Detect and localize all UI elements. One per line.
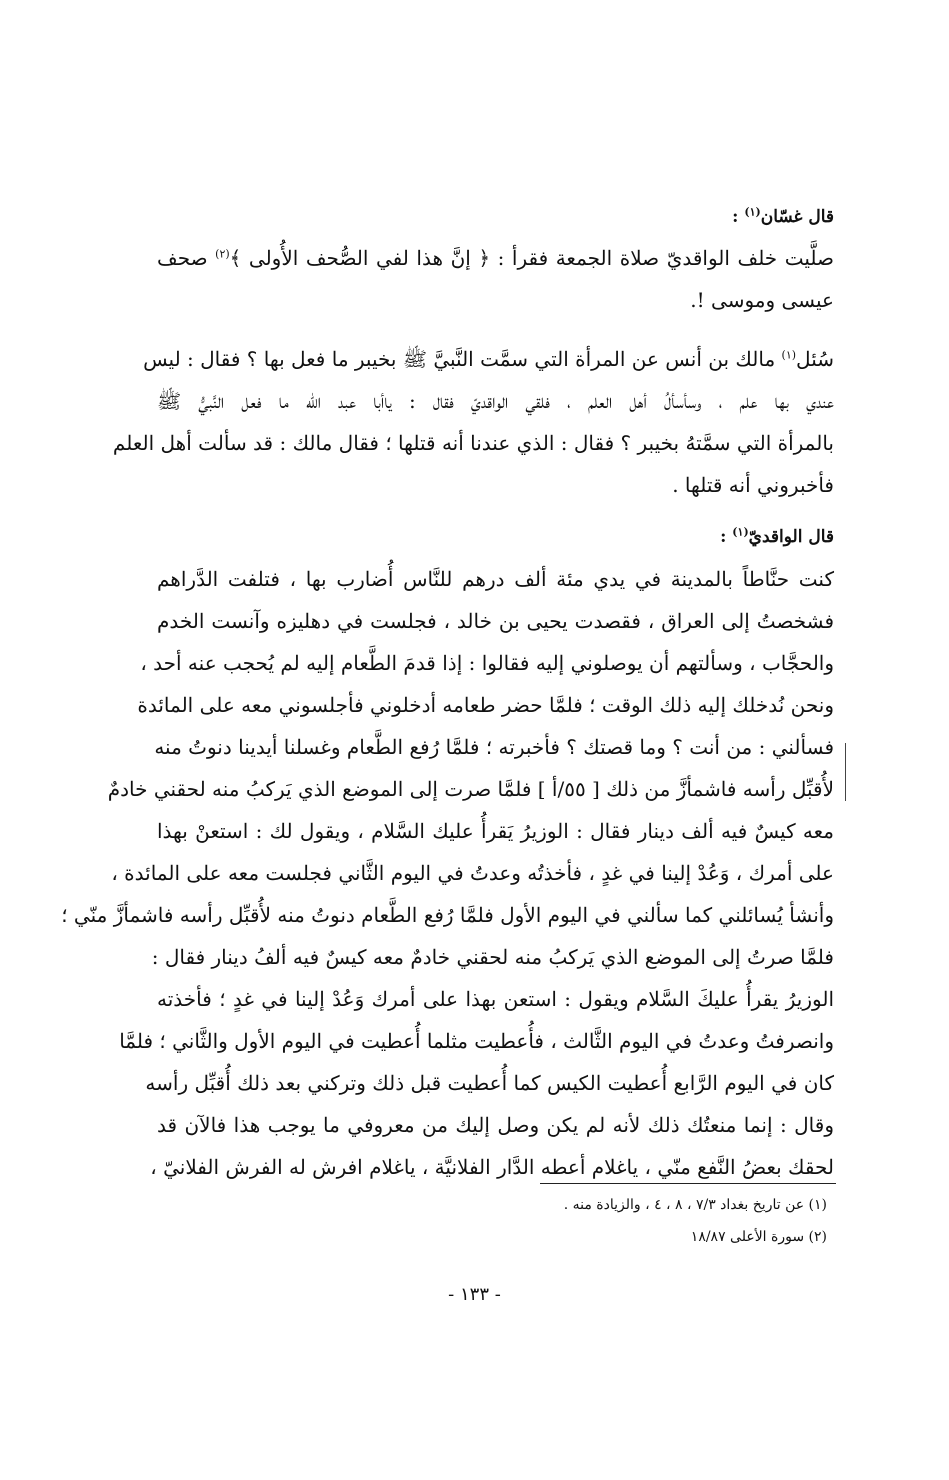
- text-line: وانصرفتُ وعدتُ في اليوم الثَّالث ، فأُعطيت مثلما أُعطيت في اليوم الأول والثَّاني ؛ فلمَّا: [119, 1029, 834, 1053]
- page-number: - ١٣٣ -: [448, 1284, 501, 1305]
- text-line: فأخبروني أنه قتلها .: [672, 473, 834, 497]
- paragraph: [157, 237, 834, 321]
- heading-text: قال الواقديّ: [748, 527, 834, 547]
- line-text: سُئل: [796, 347, 834, 371]
- text-line: فلمَّا صرتُ إلى الموضع الذي يَركبُ منه لحقني خادمٌ معه كيسٌ فيه ألفُ دينار فقال :: [151, 945, 834, 969]
- section-heading: [157, 205, 834, 229]
- line-text: صحف: [157, 246, 216, 270]
- paragraph: [61, 558, 834, 1188]
- text-line: [143, 338, 834, 380]
- paragraph: [112, 338, 834, 506]
- line-text: صلَّيت خلف الواقديّ صلاة الجمعة فقرأ : ﴿ إنَّ هذا لفي الصُّحف الأُولى ﴾: [229, 246, 834, 270]
- text-line: وقال : إنما منعتُك ذلك لأنه لم يكن وصل إليك من معروفي ما يوجب هذا فالآن قد: [157, 1113, 834, 1137]
- text-line: كنت حنَّاطاً بالمدينة في يدي مئة ألف درهم للنَّاس أُضارب بها ، فتلفت الدَّراهم: [157, 567, 834, 591]
- heading-text: قال غسّان: [760, 207, 834, 227]
- text-line: فشخصتُ إلى العراق ، فقصدت يحيى بن خالد ، فجلست في دهليزه وآنست الخدم: [157, 609, 834, 633]
- footnote-ref: (٢): [215, 247, 230, 261]
- footnote-divider: [540, 1183, 836, 1184]
- text-line: لأُقبِّل رأسه فاشمأزَّ من ذلك [ ٥٥/أ ] فلمَّا صرت إلى الموضع الذي يَركبُ منه لحقني خادمٌ: [107, 777, 834, 801]
- footnote-ref: (١): [744, 205, 761, 219]
- text-line: لحقك بعضُ النَّفع منّي ، ياغلام أعطه الدَّار الفلانيَّة ، ياغلام افرش له الفرش الفلانيّ ،: [150, 1155, 834, 1179]
- text-line: كان في اليوم الرَّابع أُعطيت الكيس كما أُعطيت قبل ذلك وتركني بعد ذلك أُقبِّل رأسه: [145, 1071, 834, 1095]
- text-line: والحجَّاب ، وسألتهم أن يوصلوني إليه فقالوا : إذا قدمَ الطَّعام إليه لم يُحجب عنه أحد ،: [140, 651, 834, 675]
- text-line: عيسى وموسى !.: [690, 288, 834, 312]
- text-line: فسألني : من أنت ؟ وما قصتك ؟ فأخبرته ؛ فلمَّا رُفع الطَّعام وغسلنا أيدينا دنوتُ منه: [154, 735, 834, 759]
- text-line: بالمرأة التي سمَّتهُ بخيبر ؟ فقال : الذي عندنا أنه قتلها ؛ فقال مالك : قد سألت أهل العلم: [112, 431, 834, 455]
- text-line: الوزيرُ يقرأُ عليكَ السَّلام ويقول : استعن بهذا على أمرك وَعُدْ إلينا في غدٍ ؛ فأخذته: [157, 987, 834, 1011]
- footnote: (٢) سورة الأعلى ١٨/٨٧: [690, 1229, 827, 1245]
- heading-colon: :: [732, 207, 745, 227]
- text-line: عندي بها علم ، وسأسألُ أهل العلم ، فلقي الواقديّ فقال : ياأبا عبد الله ما فعل النَّبيُّ ﷺ: [157, 389, 834, 413]
- footnote-ref: (١): [781, 348, 797, 362]
- section-heading: [157, 525, 834, 549]
- text-line: على أمرك ، وَعُدْ إلينا في غدٍ ، فأخذتُه وعدتُ في اليوم الثَّاني فجلست معه على المائدة ،: [111, 861, 834, 885]
- line-text: مالك بن أنس عن المرأة التي سمَّت النَّبيَّ ﷺ بخيبر ما فعل بها ؟ فقال : ليس: [143, 347, 782, 371]
- text-line: [157, 237, 834, 279]
- text-line: معه كيسٌ فيه ألف دينار فقال : الوزيرُ يَقرأُ عليك السَّلام ، ويقول لك : استعنْ بهذا: [157, 819, 834, 843]
- footnote-ref: (١): [732, 525, 749, 539]
- footnote: (١) عن تاريخ بغداد ٧/٣ ، ٨ ، ٤ ، والزيادة منه .: [563, 1197, 827, 1213]
- heading-colon: :: [720, 527, 733, 547]
- margin-bar: [845, 743, 846, 801]
- text-line: ونحن نُدخلك إليه ذلك الوقت ؛ فلمَّا حضر طعامه أدخلوني فأجلسوني معه على المائدة: [137, 693, 834, 717]
- text-line: وأنشأ يُسائلني كما سألني في اليوم الأول فلمَّا رُفع الطَّعام دنوتُ منه لأُقبِّل رأسه فاشمأزَّ منّي ؛: [61, 903, 834, 927]
